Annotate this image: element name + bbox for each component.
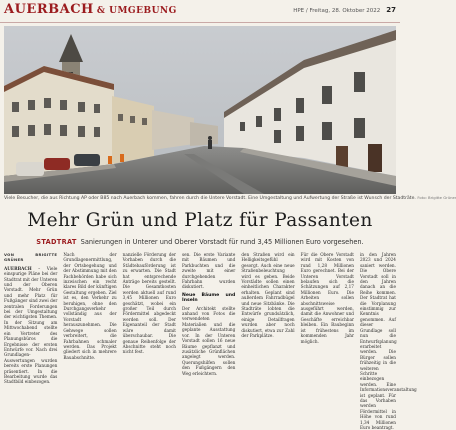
page-header (0, 0, 400, 23)
article-subheading: Neue Bäume und Inseln (181, 292, 236, 304)
street-photo (4, 26, 396, 194)
article-text: sen. Die erste Variante mit Bäumen und Parkbuchten und die zweite mit einer durchgehenden Fahrbahn wurden diskutiert. (181, 252, 236, 290)
article-column-6 (301, 252, 354, 418)
page-number: 27 (386, 6, 396, 14)
article-column-5 (241, 252, 294, 418)
article-headline: Mehr Grün und Platz für Passanten (27, 210, 373, 231)
article-body (4, 252, 417, 430)
article-byline: VON BRIGITTE GRÜNER (4, 252, 58, 263)
photo-caption-text: Viele Besucher, die aus Richtung AP oder B85 nach Auerbach kommen, fahren durch die Untere Vorstadt. Eine Umgestaltung und Aufwertung der Straße ist Wunsch der Stadträte. (4, 196, 416, 201)
article-subline-text: Sanierungen in Unterer und Oberer Vorstadt für rund 3,45 Millionen Euro vorgesehen. (80, 238, 364, 246)
article-text: den Straßen wird ein Helligkeitsgefühl gesorgt. Auch eine neue Straßenbeleuchtung wird es geben. Beide Vorstädte sollen einen einheitlichen Charakter erhalten. Geplant sind außerdem Fahrradbügel und neue Sitzbänke. Die Stadträte lobten die Entwürfe grundsätzlich, einige Detailfragen wurden aber noch diskutiert, etwa zur Zahl der Parkplätze. (241, 252, 295, 339)
article-subline (0, 238, 400, 246)
photo-caption (4, 195, 456, 203)
issue-meta (293, 6, 396, 14)
article-text: Für die Obere Vorstadt wird mit Kosten von rund 1,28 Millionen Euro gerechnet. Bei der Unteren Vorstadt belaufen sich die Schätzungen auf 2,17 Millionen Euro. Die Arbeiten sollen abschnittsweise ausgeführt werden, damit die Anwohner und Geschäfte erreichbar bleiben. Ein Baubeginn ist frühestens im kommenden Jahr möglich. (300, 252, 354, 344)
section-brand-sub: & UMGEBUNG (96, 6, 177, 16)
article-column-2 (63, 252, 116, 418)
article-text: nanzielle Förderung der Vorhaben durch die Städtebauförderung ist zu erwarten. Die Stadt hat entsprechende Anträge bereits gestellt. Die Gesamtkosten werden aktuell auf rund 3,45 Millionen Euro geschätzt, wobei ein großer Teil durch Fördermittel abgedeckt werden soll. Der Eigenanteil der Stadt wäre damit überschaubar. Die genaue Reihenfolge der Abschnitte steht noch nicht fest. (122, 252, 176, 355)
article-column-3 (123, 252, 176, 418)
photo-credit: Foto: Brigitte Grüner (417, 195, 456, 200)
issue-date: HPE / Freitag, 28. Oktober 2022 (293, 8, 381, 14)
article-text: in den Jahren 2023 und 2024 saniert werden. Die Obere Vorstadt soll in den Jahren danach an die Reihe kommen. Der Stadtrat hat die Vorplanung einstimmig zur Kenntnis genommen. Auf dieser Grundlage soll nun die Entwurfsplanung erarbeitet werden. Die Bürger sollen frühzeitig in die weiteren Schritte einbezogen werden. Eine Informationsveranstaltung ist geplant. Für das Vorhaben werden Fördermittel in Höhe von rund 1,34 Millionen Euro beantragt. (359, 252, 417, 430)
article-paragraph (4, 266, 57, 385)
article-column-7 (359, 252, 417, 430)
article-kicker: STADTRAT (36, 238, 77, 246)
section-title (4, 2, 177, 17)
article-column-1 (4, 252, 57, 418)
section-brand: AUERBACH (4, 2, 94, 17)
article-text: Nach der Grundlagenermittlung, der Ortsbegehung und der Abstimmung mit den Fachbehörden habe sich inzwischen ein recht klares Bild der künftigen Gestaltung ergeben. Ziel ist es, den Verkehr zu beruhigen, ohne den Durchgangsverkehr vollständig aus der Vorstadt herauszunehmen. Die Gehwege sollen verbreitert, die Fahrbahnen schmaler werden. Das Projekt gliedert sich in mehrere Bauabschnitte. (63, 252, 117, 360)
article-column-4 (182, 252, 235, 418)
article-text: Der Architekt stellte anhand von Fotos die verwendeten Materialien und die geplante Ausstattung vor. In der Unteren Vorstadt sollen 16 neue Bäume gepflanzt und zusätzliche Grünflächen angelegt werden. Querungshilfen sollen den Fußgängern den Weg erleichtern. (181, 305, 236, 376)
article-text: – Viele einspurige Pläne bei der Stadtrat mit der Unteren und der Oberen Vorstadt. Mehr Grün und mehr Platz für Fußgänger sind zwei der zentralen Forderungen bei der Umgestaltung der wichtigsten Themen. In der Sitzung am Mittwochabend stellte ein Vertreter des Planungsbüros die Ergebnisse der ersten Entwürfe vor. Nach drei Grundlagen-Auswertungen wurden bereits erste Planungen präsentiert. In die Bearbeitung wurde das Stadtbild einbezogen. (4, 265, 58, 385)
article-dateline: AUERBACH (4, 265, 32, 271)
street-photo-image (4, 26, 396, 194)
